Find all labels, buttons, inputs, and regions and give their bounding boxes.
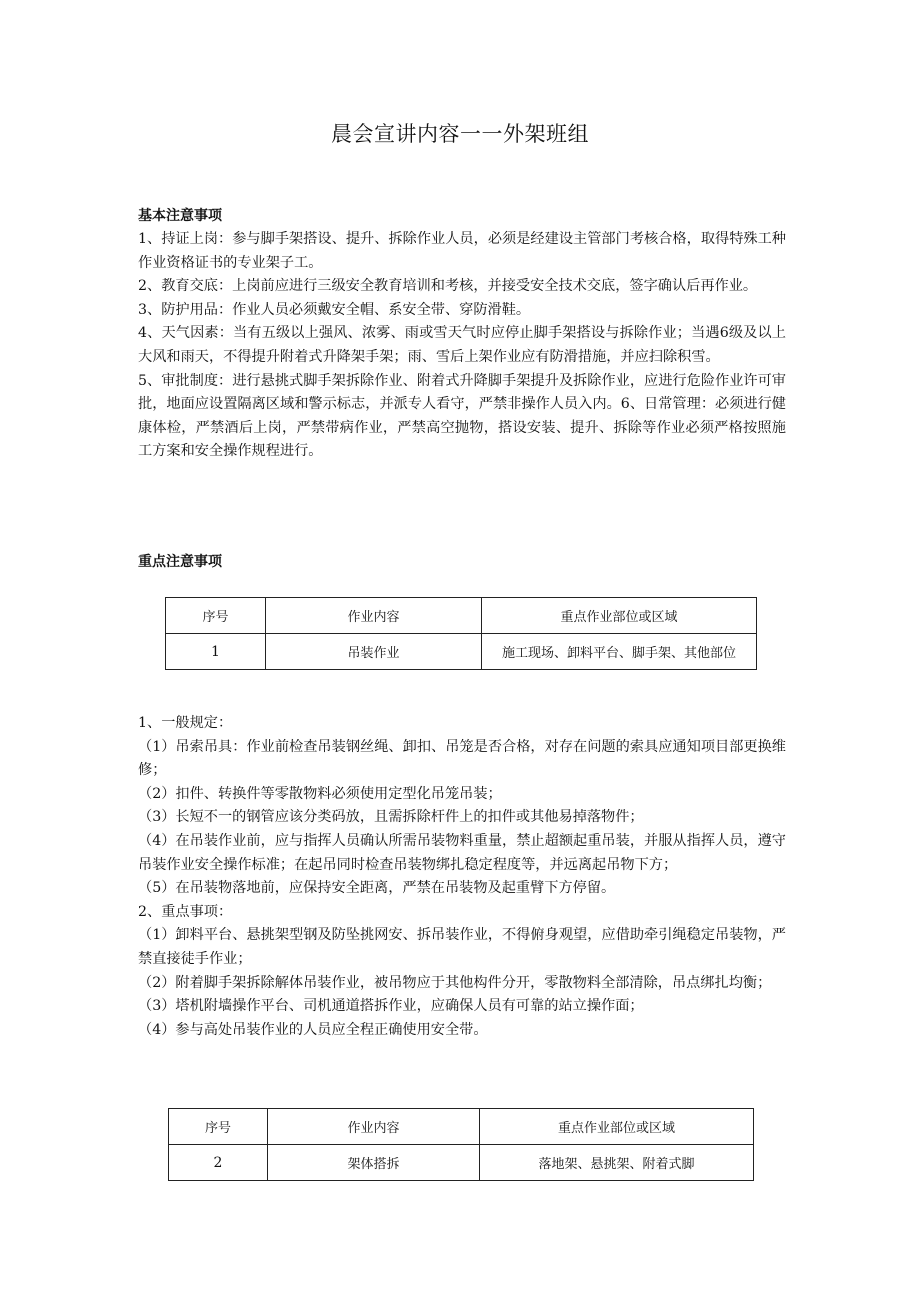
row-content: 吊装作业 (266, 634, 482, 670)
header-content: 作业内容 (268, 1109, 480, 1145)
lifting-rules (138, 712, 786, 1042)
general-rule-item: （5）在吊装物落地前，应保持安全距离，严禁在吊装物及起重臂下方停留。 (138, 880, 616, 897)
basic-note-item: 3、防护用品：作业人员必须戴安全帽、系安全带、穿防滑鞋。 (138, 301, 531, 318)
row-area: 施工现场、卸料平台、脚手架、其他部位 (482, 634, 757, 670)
general-rule-item: （3）长短不一的钢管应该分类码放，且需拆除杆件上的扣件或其他易掉落物件； (138, 809, 644, 826)
table-row (166, 634, 757, 670)
basic-note-item: 2、教育交底：上岗前应进行三级安全教育培训和考核，并接受安全技术交底，签字确认后再作业。 (138, 278, 758, 295)
key-item: （1）卸料平台、悬挑架型钢及防坠挑网安、拆吊装作业，不得俯身观望，应借助牵引绳稳定吊装物，严禁直接徒手作业； (138, 927, 786, 967)
header-content: 作业内容 (266, 598, 482, 634)
header-area: 重点作业部位或区域 (482, 598, 757, 634)
header-area: 重点作业部位或区域 (480, 1109, 754, 1145)
general-rule-item: （1）吊索吊具：作业前检查吊装钢丝绳、卸扣、吊笼是否合格，对存在问题的索具应通知项目部更换维修； (138, 738, 786, 779)
key-work-table-1 (165, 597, 757, 670)
row-content: 架体搭拆 (268, 1145, 480, 1181)
table-header-row (166, 598, 757, 634)
basic-notes-list (138, 228, 786, 464)
general-rules-heading: 1、一般规定： (138, 715, 233, 731)
key-items-heading: 2、重点事项： (138, 903, 233, 920)
page-title: 晨会宣讲内容一一外架班组 (331, 122, 589, 146)
table-row (169, 1145, 754, 1181)
header-index: 序号 (169, 1109, 268, 1145)
basic-notes-heading: 基本注意事项 (138, 208, 222, 224)
header-index: 序号 (166, 598, 266, 634)
table-header-row (169, 1109, 754, 1145)
basic-note-item: 1、持证上岗：参与脚手架搭设、提升、拆除作业人员，必须是经建设主管部门考核合格，取得特殊工种作业资格证书的专业架子工。 (138, 231, 786, 271)
row-index: 1 (166, 634, 266, 670)
key-item: （2）附着脚手架拆除解体吊装作业，被吊物应于其他构件分开，零散物料全部清除，吊点绑扎均衡； (138, 974, 772, 991)
basic-note-item: 4、天气因素：当有五级以上强风、浓雾、雨或雪天气时应停止脚手架搭设与拆除作业；当遇6级及以上大风和雨天，不得提升附着式升降架手架；雨、雪后上架作业应有防滑措施，并应扫除积雪。 (138, 325, 786, 365)
key-notes-heading: 重点注意事项 (138, 554, 222, 570)
key-item: （4）参与高处吊装作业的人员应全程正确使用安全带。 (138, 1021, 488, 1038)
row-area: 落地架、悬挑架、附着式脚 (480, 1145, 754, 1181)
row-index: 2 (169, 1145, 268, 1181)
key-work-table-2 (168, 1108, 754, 1181)
general-rule-item: （2）扣件、转换件等零散物料必须使用定型化吊笼吊装； (138, 785, 502, 802)
general-rule-item: （4）在吊装作业前，应与指挥人员确认所需吊装物料重量，禁止超额起重吊装，并服从指挥人员，遵守吊装作业安全操作标准；在起吊同时检查吊装物绑扎稳定程度等，并远离起吊物下方； (138, 832, 786, 873)
key-item: （3）塔机附墙操作平台、司机通道搭拆作业，应确保人员有可靠的站立操作面； (138, 998, 644, 1015)
basic-note-item: 5、审批制度：进行悬挑式脚手架拆除作业、附着式升降脚手架提升及拆除作业，应进行危险作业许可审批，地面应设置隔离区域和警示标志，并派专人看守，严禁非操作人员入内。6、日常管理：必须进行健康体检，严禁酒后上岗，严禁带病作业，严禁高空抛物，搭设安装、提升、拆除等作业必须严格按照施工方案和安全操作规程进行。 (138, 372, 786, 460)
